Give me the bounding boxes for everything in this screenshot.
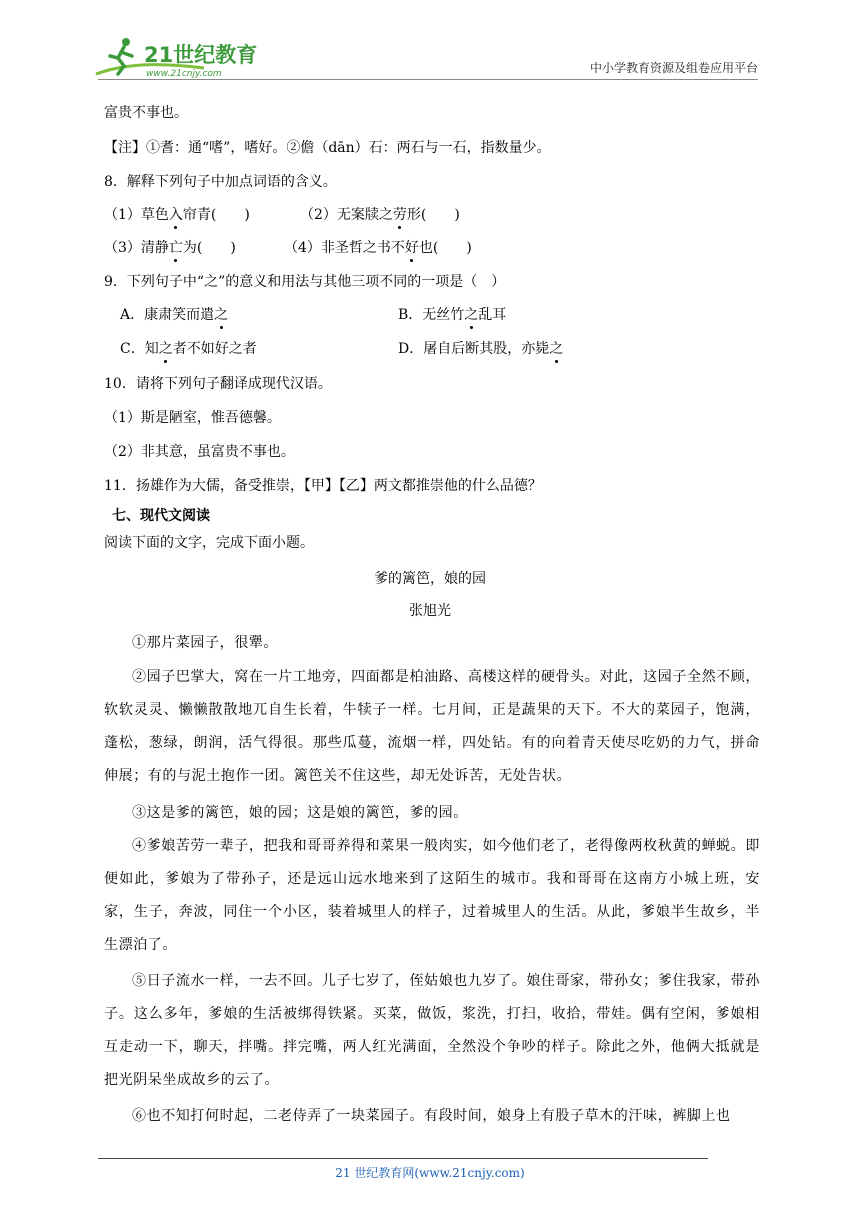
platform-name: 中小学教育资源及组卷应用平台 [589,61,758,75]
page-header [0,0,860,90]
question-8-item-3: （3）清静亡为( ) [104,240,236,256]
question-10-item-2: （2）非其意，虽富贵不事也。 [104,444,295,460]
logo-url: www.21cnjy.com [146,69,222,79]
section-heading: 七、现代文阅读 [112,508,210,524]
dotted-word: 之 [158,341,173,357]
question-9: 9．下列句子中“之”的意义和用法与其他三项不同的一项是（ ） [104,274,506,290]
dotted-word: 好 [404,240,419,256]
option-a: A．康肃笑而遣之 [120,307,229,323]
option-d: D．屠自后断其股，亦毙之 [398,341,564,357]
dotted-word: 亡 [168,240,183,256]
dotted-word: 劳 [392,207,407,223]
dotted-word: 之 [549,341,564,357]
question-11: 11．扬雄作为大儒，备受推崇，【甲】【乙】两文都推崇他的什么品德？ [104,478,542,494]
question-8-item-4: （4）非圣哲之书不好也( ) [284,240,472,256]
essay-paragraph-5: ⑤日子流水一样，一去不回。儿子七岁了，侄姑娘也九岁了。娘住哥家，带孙女；爹住我家，带孙子。这么多年，爹娘的生活被绑得铁紧。买菜，做饭，浆洗，打扫，收拾，带娃。偶有空闲，爹娘相互走动一下，聊天，拌嘴。拌完嘴，两人红光满面，全然没个争吵的样子。除此之外，他俩大抵就是把光阴呆坐成故乡的云了。 [104,973,760,1088]
header-divider [98,79,758,80]
annotation-note: 【注】①耆：通“嗜”，嗜好。②儋（dān）石：两石与一石，指数量少。 [104,140,551,156]
option-c: C．知之者不如好之者 [120,341,257,357]
site-logo [94,34,264,80]
essay-paragraph-6: ⑥也不知打何时起，二老侍弄了一块菜园子。有段时间，娘身上有股子草木的汗味，裤脚上也 [132,1108,731,1124]
essay-paragraph-2: ②园子巴掌大，窝在一片工地旁，四面都是柏油路、高楼这样的硬骨头。对此，这园子全然不顾，软软灵灵、懒懒散散地兀自生长着，牛犊子一样。七月间，正是蔬果的天下。不大的菜园子，饱满，蓬松，葱绿，朗润，活气得很。那些瓜蔓，流烟一样，四处钻。有的向着青天使尽吃奶的力气，拼命伸展；有的与泥土抱作一团。篱笆关不住这些，却无处诉苦，无处告状。 [104,669,760,784]
line-continuation: 富贵不事也。 [104,105,188,121]
essay-paragraph-3: ③这是爹的篱笆，娘的园；这是娘的篱笆，爹的园。 [132,805,468,821]
footer-divider [98,1158,708,1159]
logo-text: 21世纪教育 [144,43,258,67]
question-10: 10．请将下列句子翻译成现代汉语。 [104,376,332,392]
question-8-item-1: （1）草色入帘青( ) [104,207,250,223]
essay-title: 爹的篱笆，娘的园 [374,571,486,587]
option-b: B．无丝竹之乱耳 [398,307,507,323]
dotted-word: 之 [464,307,479,323]
dotted-word: 入 [168,207,183,223]
essay-paragraph-4: ④爹娘苦劳一辈子，把我和哥哥养得和菜果一般肉实，如今他们老了，老得像两枚秋黄的蝉蜕。即便如此，爹娘为了带孙子，还是远山远水地来到了这陌生的城市。我和哥哥在这南方小城上班，安家，生子，奔波，同住一个小区，装着城里人的样子，过着城里人的生活。从此，爹娘半生故乡，半生漂泊了。 [104,838,760,953]
question-8: 8．解释下列句子中加点词语的含义。 [104,174,337,190]
question-10-item-1: （1）斯是陋室，惟吾德馨。 [104,410,281,426]
essay-author: 张旭光 [409,603,451,619]
essay-paragraph-1: ①那片菜园子，很犟。 [132,635,278,651]
dotted-word: 之 [214,307,229,323]
footer-link[interactable]: 21 世纪教育网(www.21cnjy.com) [335,1166,525,1180]
question-8-item-2: （2）无案牍之劳形( ) [300,207,460,223]
reading-instruction: 阅读下面的文字，完成下面小题。 [104,535,314,551]
